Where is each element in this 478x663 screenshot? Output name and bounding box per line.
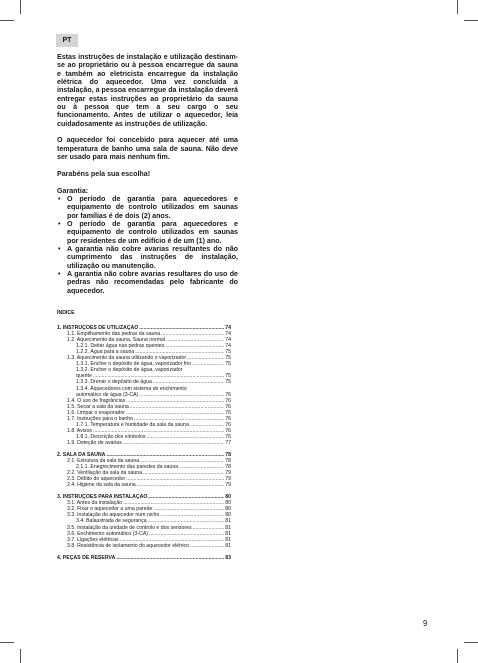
intro-paragraph: Estas instruções de instalação e utilização destinam-se ao proprietário ou à pessoa encarregue da sauna e também ao eletricista encarregue da instalação elétrica do aquecedor. Uma vez concluída a instalação, a pessoa encarregue da instalação deverá entregar estas instruções ao proprietário da sauna ou à pessoa que tem a seu cargo o seu funcionamento. Antes de utilizar o aquecedor, leia cuidadosamente as instruções de utilização. xyxy=(57,53,238,128)
toc-entry-title: 1.4. O uso de fragrâncias xyxy=(67,397,126,404)
toc-entry-title: 3. INSTRUÇÕES PARA INSTALAÇÃO xyxy=(57,494,148,501)
toc-entry-page: 74 xyxy=(225,325,231,332)
toc-entry-title: 1.3.4. Aquecedores com sistema de enchimento xyxy=(76,385,187,392)
toc-entry xyxy=(57,440,231,446)
toc-leader-dots xyxy=(190,543,224,549)
toc-leader-dots xyxy=(116,555,224,561)
toc-entry-page: 81 xyxy=(225,536,231,543)
crop-mark xyxy=(0,642,14,643)
toc-entry-title: 2.3. Débito do aquecedor xyxy=(67,476,126,483)
guarantee-item-text: O período de garantia para aquecedores e equipamento de controlo utilizados em saunas por residentes de um edifício é de um (1) ano. xyxy=(67,219,238,245)
bullet-icon: • xyxy=(58,244,61,253)
toc-entry-page: 79 xyxy=(225,476,231,483)
toc-entry-title: 3.7. Ligações elétricas xyxy=(67,536,119,543)
toc-entry-title: 2.1.1. Enegrecimento das paredes da sauna xyxy=(76,464,179,471)
table-of-contents xyxy=(57,310,231,561)
crop-mark xyxy=(457,649,458,663)
toc-entry-page: 75 xyxy=(225,349,231,356)
crop-mark xyxy=(20,649,21,663)
crop-mark xyxy=(464,642,478,643)
crop-mark xyxy=(20,0,21,14)
toc-entry-page: 74 xyxy=(225,343,231,350)
toc-entry-page: 80 xyxy=(225,506,231,513)
toc-entry xyxy=(57,543,231,549)
toc-entry-title: 1.3.1. Encher o depósito de água, vaporizador frio xyxy=(76,361,192,368)
language-badge: PT xyxy=(56,34,78,47)
toc-entry-title: 1.8.1. Descrição dos símbolos xyxy=(76,433,146,440)
toc-entry-title: 1.9. Deteção de avarias xyxy=(67,439,122,446)
toc-entry-title: 1. INSTRUÇÕES DE UTILIZAÇÃO xyxy=(57,325,139,332)
toc-entry-title: 1.3.3. Drenar o depósito de água xyxy=(76,379,152,386)
toc-entry-title: 1.3. Aquecimento da sauna utilizando o vaporizador xyxy=(67,355,187,362)
toc-entry-page: 75 xyxy=(225,361,231,368)
guarantee-heading: Garantia: xyxy=(57,186,89,195)
toc-entry-page: 74 xyxy=(225,337,231,344)
toc-entry-title: 3.1. Antes da instalação xyxy=(67,500,123,507)
toc-entry-page: 78 xyxy=(225,451,231,458)
toc-leader-dots xyxy=(192,361,224,367)
toc-entry-page: 76 xyxy=(225,409,231,416)
toc-entry-page: 81 xyxy=(225,530,231,537)
toc-entry-title: 1.3.2. Encher o depósito de água, vaporizador xyxy=(76,367,183,374)
toc-entry-title: 3.3. Instalação do aquecedor num nicho xyxy=(67,512,160,519)
toc-entry-page: 80 xyxy=(225,512,231,519)
toc-leader-dots xyxy=(123,440,224,446)
toc-entry-page: 80 xyxy=(225,500,231,507)
toc-entry-title: 2. SALA DA SAUNA xyxy=(57,451,106,458)
toc-entry-page: 75 xyxy=(225,379,231,386)
toc-entry-title: 1.5. Secar a sala da sauna xyxy=(67,403,129,410)
toc-entry-title: 1.7.1. Temperatura e humidade da sala da sauna xyxy=(76,421,189,428)
toc-entry-page: 77 xyxy=(225,439,231,446)
toc-entry-title: 3.4. Balaustrada de segurança xyxy=(76,518,147,525)
crop-mark xyxy=(457,0,458,14)
guarantee-item xyxy=(58,269,238,295)
intro-paragraph: O aquecedor foi concebido para aquecer até uma temperatura de banho uma sala de sauna. Não deve ser usado para mais nenhum fim. xyxy=(57,136,238,162)
toc-entry-page: 80 xyxy=(225,494,231,501)
toc-chapter xyxy=(57,555,231,561)
toc-entry-page: 78 xyxy=(225,464,231,471)
toc-entry-page: 76 xyxy=(225,415,231,422)
guarantee-item xyxy=(58,219,238,245)
toc-entry-title: 1.2. Aquecimento da sauna, Sauna normal xyxy=(67,337,166,344)
toc-entry-title: 1.2.1. Deitar água nas pedras quentes xyxy=(76,343,165,350)
guarantee-item xyxy=(58,194,238,220)
toc-entry-page: 76 xyxy=(225,421,231,428)
toc-entry-page: 76 xyxy=(225,427,231,434)
guarantee-item-text: A garantia não cobre avarias resultares do uso de pedras não recomendadas pelo fabricante do aquecedor. xyxy=(67,269,238,295)
toc-entry-page: 79 xyxy=(225,482,231,489)
bullet-icon: • xyxy=(58,194,61,203)
toc-entry-title: automático de água (3-CA) xyxy=(76,391,139,398)
toc-entry-title: 1.6. Limpar o evaporador xyxy=(67,409,125,416)
toc-entry-title: 3.2. Fixar o aquecedor a uma parede xyxy=(67,506,153,513)
crop-mark xyxy=(464,20,478,21)
toc-entry-title: 1.1. Empilhamento das pedras da sauna xyxy=(67,331,161,338)
guarantee-item-text: A garantia não cobre avarias resultantes do não cumprimento das instruções de instalação, utilização ou manutenção. xyxy=(67,244,238,270)
toc-entry-page: 76 xyxy=(225,391,231,398)
toc-entry-title: 2.1. Estrutura da sala da sauna xyxy=(67,458,140,465)
toc-entry-title: 1.2.2. Água para a sauna xyxy=(76,349,135,356)
toc-entry-page: 76 xyxy=(225,397,231,404)
toc-entry xyxy=(57,482,231,488)
crop-mark xyxy=(0,20,14,21)
toc-entry-page: 75 xyxy=(225,355,231,362)
toc-leader-dots xyxy=(137,482,225,488)
intro-paragraph: Parabéns pela sua escolha! xyxy=(57,169,151,178)
toc-entry-title: 3.6. Enchimento automático (3-CA) xyxy=(67,530,149,537)
toc-entry-page: 76 xyxy=(225,403,231,410)
toc-entry-page: 83 xyxy=(225,554,231,561)
toc-entry-page: 81 xyxy=(225,518,231,525)
toc-entry-page: 74 xyxy=(225,331,231,338)
page-number: 9 xyxy=(423,619,428,628)
guarantee-list xyxy=(57,195,238,295)
toc-heading: ÍNDICE xyxy=(57,310,75,316)
toc-entry-page: 78 xyxy=(225,458,231,465)
toc-entry-title: 3.5. Instalação da unidade de controlo e dos sensores xyxy=(67,524,192,531)
toc-entry-title: 2.2. Ventilação da sala da sauna xyxy=(67,470,142,477)
intro-text xyxy=(57,53,238,295)
toc-entry-page: 75 xyxy=(225,373,231,380)
toc-entry-page: 81 xyxy=(225,542,231,549)
guarantee-item-text: O período de garantia para aquecedores e equipamento de controlo utilizados em saunas por famílias é de dois (2) anos. xyxy=(67,194,238,220)
toc-entry-title: 4. PEÇAS DE RESERVA xyxy=(57,554,116,561)
toc-entry-title: 1.7. Instruções para o banho xyxy=(67,415,134,422)
guarantee-item xyxy=(58,244,238,270)
toc-entry-title: 3.8. Resistência de isolamento do aquecedor elétrico xyxy=(67,542,189,549)
toc-list xyxy=(57,325,231,561)
toc-entry-title: quente xyxy=(76,373,92,380)
toc-entry-page: 81 xyxy=(225,524,231,531)
bullet-icon: • xyxy=(58,269,61,278)
bullet-icon: • xyxy=(58,219,61,228)
toc-entry-page: 76 xyxy=(225,433,231,440)
toc-entry-page: 79 xyxy=(225,470,231,477)
toc-entry-title: 1.8. Avisos xyxy=(67,427,92,434)
toc-entry-title: 2.4. Higiene da sala da sauna xyxy=(67,482,136,489)
